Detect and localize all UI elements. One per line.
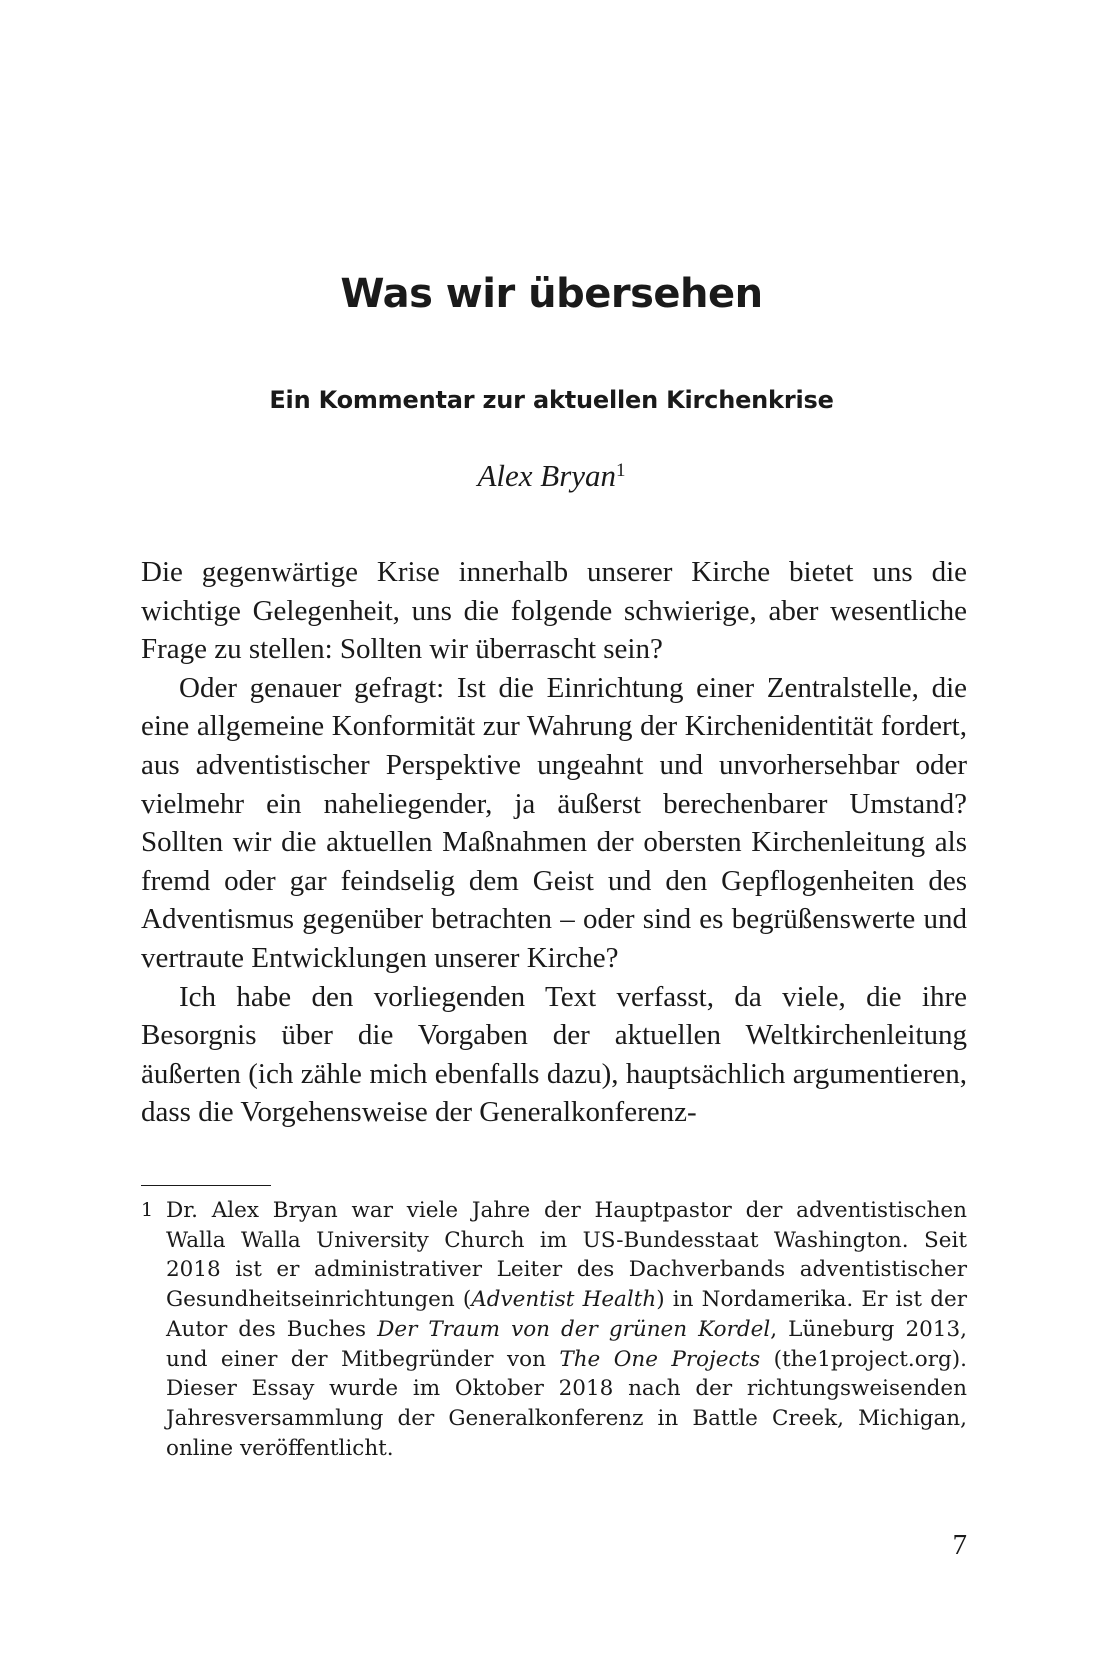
footnote-text-segment: (the1project.org). Dieser Essay wurde im Oktober 2018 nach der richtungsweisenden Jahresversammlung der Generalkonferenz in Battle Creek, Michigan, online veröffentlicht. bbox=[166, 1346, 967, 1461]
author-line bbox=[0, 456, 1103, 496]
paragraph: Die gegenwärtige Krise innerhalb unserer Kirche bietet uns die wichtige Gelegenheit, uns die folgende schwierige, aber wesentliche Frage zu stellen: Sollten wir überrascht sein? bbox=[141, 556, 967, 666]
paragraph: Ich habe den vorliegenden Text verfasst, da viele, die ihre Besorgnis über die Vorgaben der aktuellen Weltkirchenleitung äußerten (ich zähle mich ebenfalls dazu), hauptsächlich argumentieren, dass die Vorgehensweise der Generalkonferenz- bbox=[141, 980, 967, 1129]
footnote-text-segment: , Lüneburg 2013, und einer der Mitbegründer von bbox=[166, 1316, 967, 1372]
body-text bbox=[141, 553, 967, 1132]
author-name: Alex Bryan bbox=[477, 458, 617, 493]
chapter-subtitle: Ein Kommentar zur aktuellen Kirchenkrise bbox=[269, 386, 834, 414]
page-number: 7 bbox=[952, 1529, 967, 1561]
footnote-reference: 1 bbox=[616, 460, 626, 481]
chapter-title: Was wir übersehen bbox=[340, 271, 763, 317]
footnote-italic-title: The One Projects bbox=[559, 1346, 761, 1372]
footnote-text-segment: ) in Nordamerika. Er ist der Autor des Buches bbox=[166, 1287, 967, 1342]
footnote bbox=[141, 1196, 967, 1463]
footnote-text bbox=[166, 1196, 967, 1463]
footnote-italic-title: Adventist Health bbox=[471, 1287, 657, 1313]
footnote-italic-title: Der Traum von der grünen Kordel bbox=[377, 1316, 771, 1342]
footnote-text-segment: Dr. Alex Bryan war viele Jahre der Hauptpastor der adventistischen Walla Walla University Church im US-Bundesstaat Washington. Seit 2018 ist er administrativer Leiter des Dachverbands adventistischer Gesundheitseinrichtungen ( bbox=[166, 1198, 967, 1313]
paragraph: Oder genauer gefragt: Ist die Einrichtung einer Zentralstelle, die eine allgemeine Konformität zur Wahrung der Kirchenidentität fordert, aus adventistischer Perspektive ungeahnt und unvorhersehbar oder vielmehr ein naheliegender, ja äußerst berechenbarer Umstand? Sollten wir die aktuellen Maßnahmen der obersten Kirchenleitung als fremd oder gar feindselig dem Geist und den Gepflogenheiten des Adventismus gegenüber betrachten – oder sind es begrüßenswerte und vertraute Entwicklungen unserer Kirche? bbox=[141, 671, 967, 974]
footnote-number: 1 bbox=[141, 1199, 154, 1221]
footnote-separator bbox=[141, 1185, 271, 1186]
